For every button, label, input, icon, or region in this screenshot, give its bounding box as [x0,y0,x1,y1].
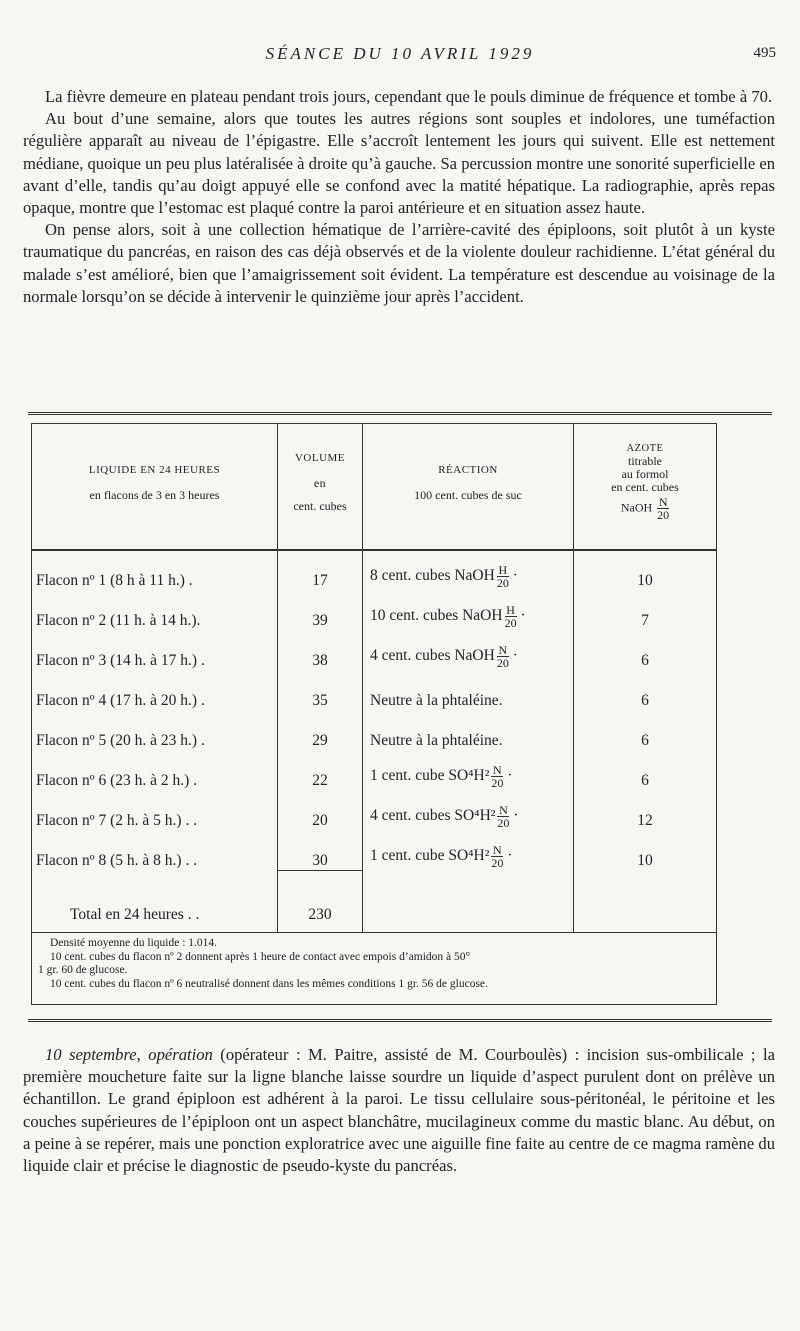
paragraph-3: On pense alors, soit à une collection hématique de l’arrière-cavité des épiploons, soit plutôt à un kyste traumatique du pancréas, en raison des cas déjà observés et de la violente douleur rachidienne. L’état général du malade s’est amélioré, bien que l’amaigrissement soit évident. La température est descendue au voisinage de la normale lorsqu’on se décide à intervenir le quinzième jour après l’accident. [23,220,775,306]
header-reaction-line2: 100 cent. cubes de suc [414,488,522,502]
row-volume: 20 [312,812,328,829]
row-volume: 30 [312,852,328,869]
total-rule [278,870,362,871]
fraction-numerator: N [493,843,502,857]
header-azote-fraction [657,496,669,521]
header-azote-line3: au formol [621,467,669,481]
page-header [0,44,800,68]
header-rule [32,549,716,551]
row-reaction-text: 4 cent. cubes SO⁴H² [370,807,496,825]
page-number: 495 [753,45,776,61]
row-reaction-fraction [497,644,509,669]
header-volume [278,452,362,513]
note-line: 10 cent. cubes du flacon nº 6 neutralisé donnent dans les mêmes conditions 1 gr. 56 de glucose. [50,977,488,990]
row-volume: 38 [312,652,328,669]
fraction-numerator: N [493,763,502,777]
row-azote: 7 [641,612,649,629]
fraction-denominator: 20 [491,856,504,870]
row-reaction-text: 4 cent. cubes NaOH [370,647,495,665]
fraction-denominator: 20 [497,816,510,830]
total-label: Total en 24 heures . . [70,906,200,923]
header-liquide-line2: en flacons de 3 en 3 heures [89,488,220,502]
row-flacon: Flacon nº 5 (20 h. à 23 h.) . [36,732,205,749]
header-reaction-line1: RÉACTION [438,464,498,476]
row-azote: 10 [637,852,653,869]
fraction-numerator: N [658,495,668,509]
row-flacon: Flacon nº 8 (5 h. à 8 h.) . . [36,852,198,869]
row-reaction-text: 8 cent. cubes NaOH [370,567,495,585]
row-reaction-text: 10 cent. cubes NaOH [370,607,503,625]
fraction-denominator: 20 [496,656,509,670]
row-reaction-text: Neutre à la phtaléine. [370,692,503,709]
row-flacon: Flacon nº 6 (23 h. à 2 h.) . [36,772,198,789]
row-volume: 29 [312,732,328,749]
header-reaction [363,464,573,502]
row-reaction-fraction [491,764,503,789]
row-azote: 12 [637,812,653,829]
table-notes [32,932,716,991]
row-reaction: 8 cent. cubes NaOH $\frac{H}{20}$ · [370,563,518,590]
paragraph-1: La fièvre demeure en plateau pendant trois jours, cependant que le pouls diminue de fréquence et tombe à 70. [45,87,773,106]
row-flacon: Flacon nº 1 (8 h à 11 h.) . [36,572,193,589]
row-reaction-text: 1 cent. cube SO⁴H² [370,847,490,865]
row-reaction [370,692,503,710]
row-reaction: 4 cent. cubes NaOH $\frac{N}{20}$ · [370,643,518,670]
row-reaction-fraction [505,604,517,629]
row-azote: 6 [641,692,649,709]
header-azote-line2: titrable [628,454,662,468]
row-volume: 39 [312,612,328,629]
row-reaction: 10 cent. cubes NaOH $\frac{H}{20}$ · [370,603,526,630]
row-volume: 17 [312,572,328,589]
fraction-numerator: H [506,603,515,617]
header-azote-line1: AZOTE [626,443,664,454]
paragraph-2: Au bout d’une semaine, alors que toutes les autres régions sont souples et indolores, une tuméfaction régulière apparaît au niveau de l’épigastre. Elle s’accroît lentement les jours qui suivent. Elle est nettement médiane, quoique un peu plus latéralisée à droite qu’à gauche. Sa percussion montre une sonorité superficielle en avant d’elle, tandis qu’au doigt appuyé elle se confond avec la matité hépatique. La radiographie, après repas opaque, montre que l’estomac est plaqué contre la paroi antérieure et en situation assez haute. [23,109,775,218]
row-reaction-text: 1 cent. cube SO⁴H² [370,767,490,785]
header-azote-line4: en cent. cubes [611,480,679,494]
paragraph-4-text: (opérateur : M. Paitre, assisté de M. Courboulès) : incision sus-ombilicale ; la première moucheture faite sur la ligne blanche laisse sourdre un liquide d’aspect purulent dont on prélève un échantillon. Le grand épiploon est adhérent à la paroi. Le tissu cellulaire sous-péritonéal, le péritoine et les couches supérieures de l’épiploon ont un aspect blanchâtre, mucilagineux comme du mastic blanc. Au début, on a peine à se repérer, mais une ponction exploratrice avec une aiguille fine faite au centre de ce magma ramène du liquide clair et précise le diagnostic de pseudo-kyste du pancréas. [23,1045,775,1176]
running-title: SÉANCE DU 10 AVRIL 1929 [265,44,535,63]
row-reaction: 1 cent. cube SO⁴H² $\frac{N}{20}$ · [370,843,513,870]
row-volume: 22 [312,772,328,789]
bottom-text-block [23,1044,775,1177]
header-volume-line2: en [313,476,327,490]
row-azote: 10 [637,572,653,589]
note-line: 10 cent. cubes du flacon nº 2 donnent après 1 heure de contact avec empois d’amidon à 50° [50,950,471,963]
row-flacon: Flacon nº 4 (17 h. à 20 h.) . [36,692,205,709]
header-azote-reagent-text: NaOH [620,500,653,515]
row-azote: 6 [641,772,649,789]
fraction-denominator: 20 [504,616,517,630]
header-azote [574,442,716,521]
note-line: Densité moyenne du liquide : 1.014. [50,937,218,949]
header-liquide [32,464,277,502]
header-volume-line3: cent. cubes [293,499,347,513]
fraction-denominator: 20 [491,776,504,790]
fraction-denominator: 20 [496,576,509,590]
row-reaction: 1 cent. cube SO⁴H² $\frac{N}{20}$ · [370,763,513,790]
top-text-block [23,86,775,308]
fraction-numerator: N [498,643,508,657]
row-reaction-fraction [497,564,509,589]
fraction-numerator: N [499,803,508,817]
row-reaction-fraction [491,844,503,869]
paragraph-4 [23,1044,775,1177]
row-reaction-text: Neutre à la phtaléine. [370,732,503,749]
data-table [31,423,717,1005]
data-table-frame [28,412,772,1022]
row-flacon: Flacon nº 2 (11 h. à 14 h.). [36,612,201,629]
header-volume-line1: VOLUME [294,452,346,464]
row-azote: 6 [641,732,649,749]
row-flacon: Flacon nº 3 (14 h. à 17 h.) . [36,652,205,669]
fraction-denominator: 20 [657,508,670,522]
header-azote-reagent [574,496,716,521]
row-reaction: 4 cent. cubes SO⁴H² $\frac{N}{20}$ · [370,803,519,830]
row-reaction [370,732,503,750]
fraction-numerator: H [498,563,508,577]
row-reaction-fraction [497,804,509,829]
note-line: 1 gr. 60 de glucose. [38,964,128,976]
paragraph-4-italic: 10 septembre, opération [45,1045,213,1064]
header-liquide-line1: LIQUIDE EN 24 HEURES [88,464,221,476]
total-value: 230 [308,906,332,923]
row-azote: 6 [641,652,649,669]
row-flacon: Flacon nº 7 (2 h. à 5 h.) . . [36,812,198,829]
row-volume: 35 [312,692,328,709]
